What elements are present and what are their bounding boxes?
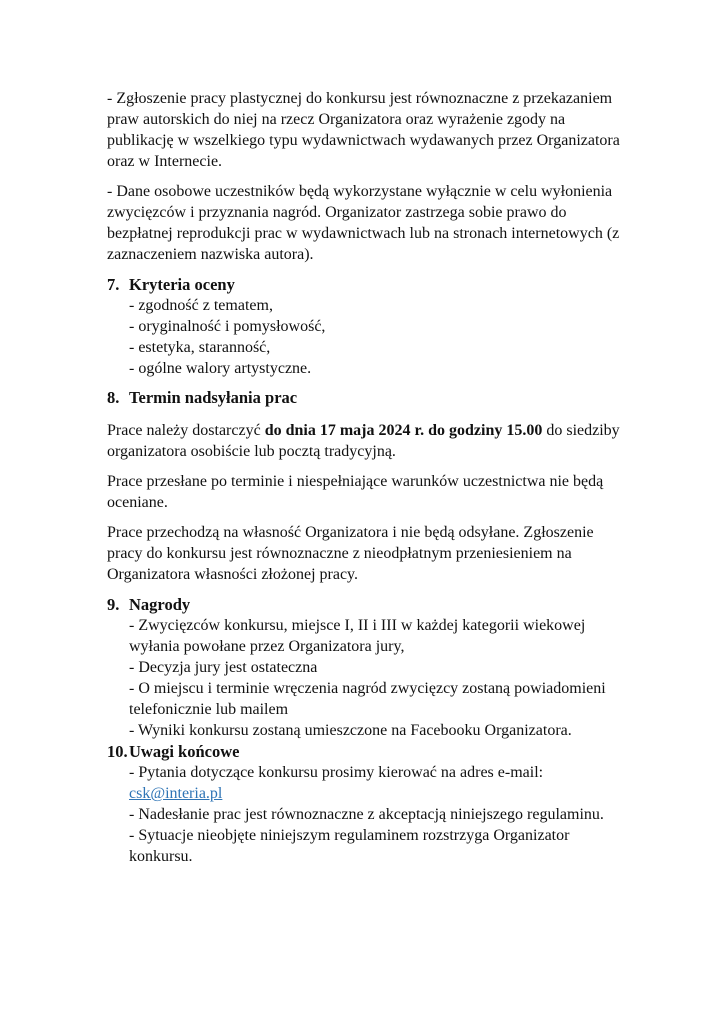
list-item: - estetyka, staranność,: [129, 339, 271, 356]
list-item: - Decyzja jury jest ostateczna: [129, 659, 318, 676]
document-page: [107, 88, 627, 867]
section-final-notes: [107, 741, 627, 867]
final-notes-list: [129, 762, 627, 867]
list-item: - ogólne walory artystyczne.: [129, 360, 312, 377]
ownership-paragraph: Prace przechodzą na własność Organizatora i nie będą odsyłane. Zgłoszenie pracy do konkursu jest równoznaczne z nieodpłatnym przeniesieniem na Organizatora własności złożonej pracy.: [107, 524, 594, 583]
late-submissions-paragraph: Prace przesłane po terminie i niespełniające warunków uczestnictwa nie będą oceniane.: [107, 473, 604, 511]
section-title: Uwagi końcowe: [129, 742, 240, 761]
prizes-list: [129, 615, 627, 741]
deadline-date: do dnia 17 maja 2024 r. do godziny 15.00: [264, 422, 543, 439]
list-item: - Nadesłanie prac jest równoznaczne z akceptacją niniejszego regulaminu.: [129, 806, 604, 823]
section-number: 10.: [107, 742, 128, 761]
personal-data-paragraph: - Dane osobowe uczestników będą wykorzystane wyłącznie w celu wyłonienia zwycięzców i przyznania nagród. Organizator zastrzega sobie prawo do bezpłatnej reprodukcji prac w wydawnictwach lub na stronach internetowych (z zaznaczeniem nazwiska autora).: [107, 183, 620, 263]
list-item: - zgodność z tematem,: [129, 297, 273, 314]
list-item: - O miejscu i terminie wręczenia nagród zwycięzcy zostaną powiadomieni telefonicznie lub mailem: [129, 680, 606, 718]
section-heading: [107, 387, 627, 408]
section-heading: [107, 741, 627, 762]
text-run: - Pytania dotyczące konkursu prosimy kierować na adres e-mail:: [129, 764, 544, 781]
text-run: Prace należy dostarczyć: [107, 422, 265, 439]
section-number: 7.: [107, 275, 120, 294]
list-item: [129, 762, 627, 804]
text-run: do siedziby organizatora osobiście lub pocztą tradycyjną.: [107, 422, 620, 460]
section-title: Kryteria oceny: [129, 275, 235, 294]
section-number: 9.: [107, 595, 120, 614]
section-heading: [107, 274, 627, 295]
list-item: - oryginalność i pomysłowość,: [129, 318, 326, 335]
email-link[interactable]: csk@interia.pl: [129, 785, 223, 802]
criteria-list: [129, 295, 627, 379]
list-item: - Wyniki konkursu zostaną umieszczone na Facebooku Organizatora.: [129, 722, 572, 739]
section-criteria: [107, 274, 627, 379]
list-item: - Sytuacje nieobjęte niniejszym regulaminem rozstrzyga Organizator konkursu.: [129, 827, 570, 865]
section-number: 8.: [107, 388, 120, 407]
section-title: Termin nadsyłania prac: [129, 388, 298, 407]
copyright-paragraph: - Zgłoszenie pracy plastycznej do konkursu jest równoznaczne z przekazaniem praw autorskich do niej na rzecz Organizatora oraz wyrażenie zgody na publikację w wszelkiego typu wydawnictwach wydawanych przez Organizatora oraz w Internecie.: [107, 90, 620, 170]
list-item: - Zwycięzców konkursu, miejsce I, II i III w każdej kategorii wiekowej wyłania powołane przez Organizatora jury,: [129, 617, 586, 655]
section-title: Nagrody: [129, 595, 191, 614]
section-prizes: [107, 594, 627, 741]
section-heading: [107, 594, 627, 615]
section-deadline: [107, 387, 627, 585]
deadline-paragraph: [107, 420, 627, 462]
